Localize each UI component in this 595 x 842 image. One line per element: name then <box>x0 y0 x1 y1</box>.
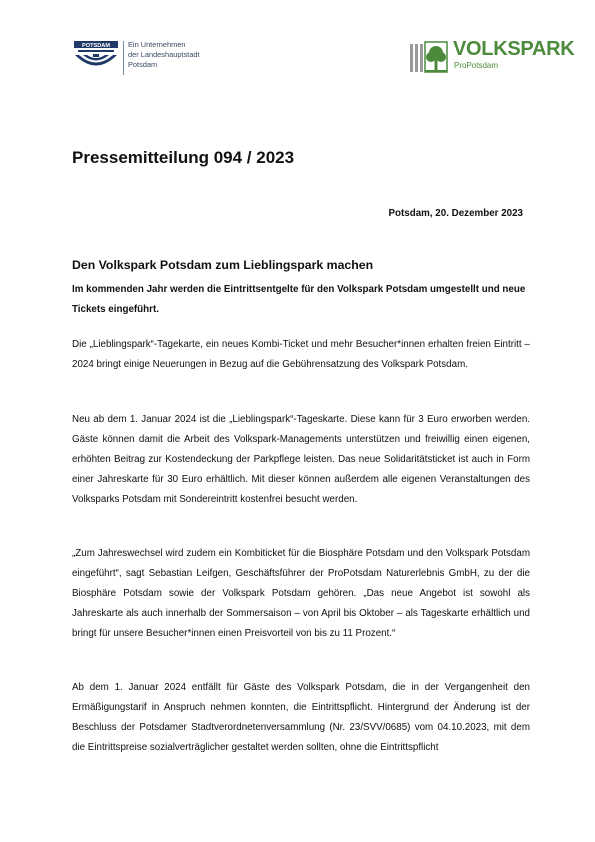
body-paragraph: Ab dem 1. Januar 2024 entfällt für Gäste des Volkspark Potsdam, die in der Vergangenheit den Ermäßigungstarif in Anspruch nehmen konnten, die Eintrittspflicht. Hintergrund der Änderung ist der Beschluss der Potsdamer Stadtverordnetenversammlung (Nr. 23/SVV/0685) vom 04.10.2023, mit dem die Eintrittspreise sozialverträglicher gestaltet werden sollten, ohne die Eintrittspflicht <box>72 682 530 753</box>
volkspark-logo <box>410 38 575 78</box>
body-paragraph: „Zum Jahreswechsel wird zudem ein Kombiticket für die Biosphäre Potsdam und den Volkspark Potsdam eingeführt“, sagt Sebastian Leifgen, Geschäftsführer der ProPotsdam Naturerlebnis GmbH, zu der die Biosphäre Potsdam sowie der Volkspark Potsdam gehören. „Das neue Angebot ist sowohl als Jahreskarte als auch innerhalb der Sommersaison – von April bis Oktober – als Tageskarte erhältlich und bringt für unsere Besucher*innen einen Preisvorteil von bis zu 11 Prozent.“ <box>72 548 530 639</box>
dateline: Potsdam, 20. Dezember 2023 <box>388 208 523 219</box>
volkspark-subtitle: ProPotsdam <box>454 61 499 70</box>
body-paragraph: Neu ab dem 1. Januar 2024 ist die „Lieblingspark“-Tageskarte. Diese kann für 3 Euro erworben werden. Gäste können damit die Arbeit des Volkspark-Managements unterstützen und freiwillig einen eigenen, erhöhten Beitrag zur Kostendeckung der Parkpflege leisten. Das neue Solidaritätsticket ist auch in Form einer Jahreskarte für 30 Euro erhältlich. Mit dieser können außerdem alle eigenen Veranstaltungen des Volksparks Potsdam mit Sondereintritt kostenfrei besucht werden. <box>72 414 530 505</box>
potsdam-logo-text <box>128 40 200 70</box>
potsdam-emblem-icon <box>72 40 120 74</box>
logo-line: der Landeshauptstadt <box>128 50 200 59</box>
body-paragraph: Die „Lieblingspark“-Tagekarte, ein neues Kombi-Ticket und mehr Besucher*innen erhalten freien Eintritt – 2024 bringt einige Neuerungen in Bezug auf die Gebührensatzung des Volkspark Potsdam. <box>72 339 530 370</box>
headline: Den Volkspark Potsdam zum Lieblingspark machen <box>72 258 374 272</box>
potsdam-logo <box>72 40 292 80</box>
document-title: Pressemitteilung 094 / 2023 <box>72 148 295 167</box>
volkspark-tree-icon <box>410 40 450 76</box>
volkspark-wordmark: VOLKSPARK <box>453 38 575 60</box>
potsdam-wordmark: POTSDAM <box>82 43 110 49</box>
logo-divider <box>123 41 124 75</box>
logo-line: Potsdam <box>128 60 158 69</box>
lead-paragraph: Im kommenden Jahr werden die Eintrittsentgelte für den Volkspark Potsdam umgestellt und neue Tickets eingeführt. <box>72 284 526 315</box>
logo-line: Ein Unternehmen <box>128 40 186 49</box>
